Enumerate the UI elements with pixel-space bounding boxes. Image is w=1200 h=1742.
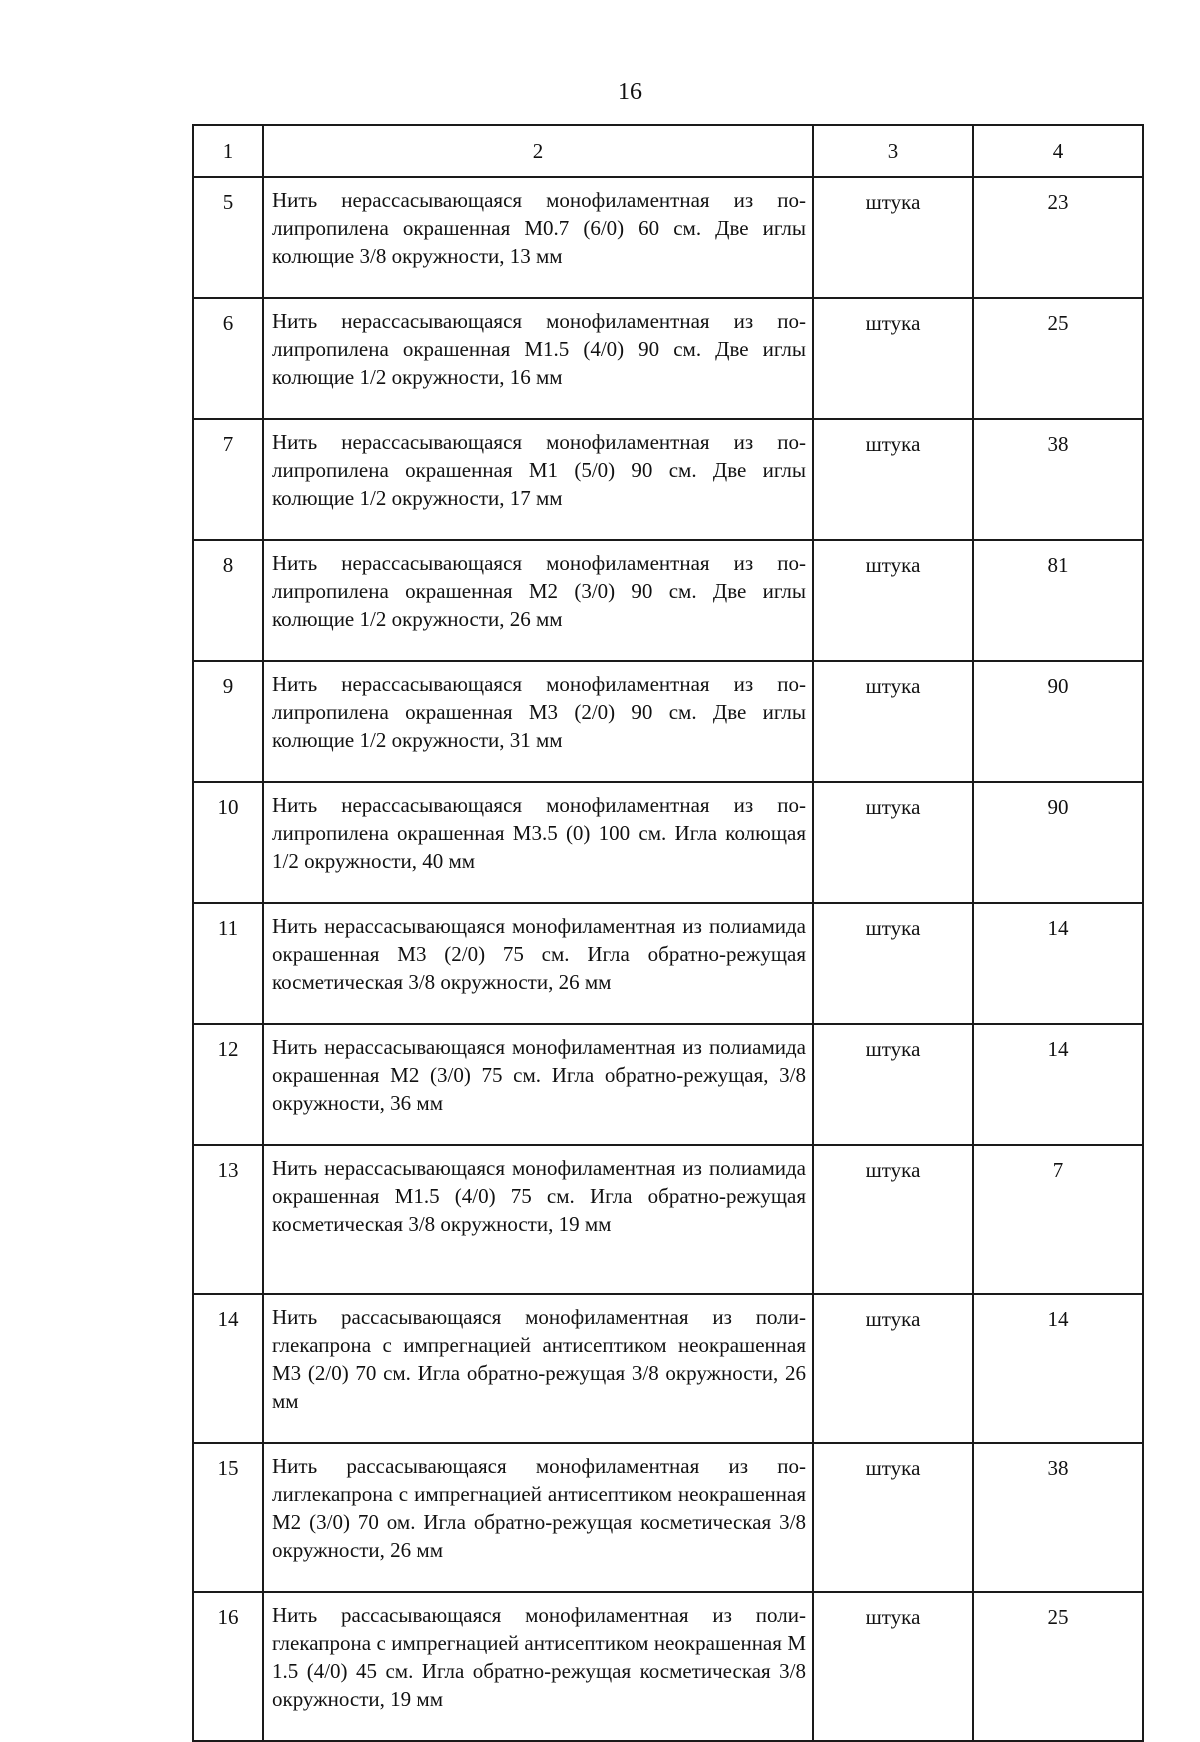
item-unit: штука [813, 419, 973, 540]
item-quantity: 25 [973, 1592, 1143, 1741]
header-cell: 2 [263, 125, 813, 177]
row-number: 7 [193, 419, 263, 540]
item-unit: штука [813, 1294, 973, 1443]
table-row [193, 298, 1143, 419]
item-quantity: 14 [973, 903, 1143, 1024]
table-row [193, 1145, 1143, 1294]
item-unit: штука [813, 903, 973, 1024]
table-row [193, 419, 1143, 540]
row-number: 13 [193, 1145, 263, 1294]
table-row [193, 903, 1143, 1024]
item-unit: штука [813, 298, 973, 419]
item-description: Нить нерассасывающаяся монофиламентная из полиамида окрашенная М2 (3/0) 75 см. Игла обратно-режущая, 3/8 окружности, 36 мм [263, 1024, 813, 1145]
specification-table [192, 124, 1144, 1742]
page-number: 16 [618, 79, 642, 105]
item-description: Нить рассасывающаяся монофиламентная из полиглекапрона с импрегнацией антисептиком неокрашенная М2 (3/0) 70 ом. Игла обратно-режущая косметическая 3/8 окружности, 26 мм [263, 1443, 813, 1592]
row-number: 9 [193, 661, 263, 782]
row-number: 15 [193, 1443, 263, 1592]
item-description: Нить нерассасывающаяся монофиламентная из полипропилена окрашенная М2 (3/0) 90 см. Две иглы колющие 1/2 окружности, 26 мм [263, 540, 813, 661]
item-quantity: 90 [973, 782, 1143, 903]
row-number: 16 [193, 1592, 263, 1741]
item-quantity: 7 [973, 1145, 1143, 1294]
table-row [193, 177, 1143, 298]
item-description: Нить нерассасывающаяся монофиламентная из полипропилена окрашенная М0.7 (6/0) 60 см. Две иглы колющие 3/8 окружности, 13 мм [263, 177, 813, 298]
item-unit: штука [813, 177, 973, 298]
table-row [193, 1443, 1143, 1592]
item-description: Нить нерассасывающаяся монофиламентная из полипропилена окрашенная М1.5 (4/0) 90 см. Две иглы колющие 1/2 окружности, 16 мм [263, 298, 813, 419]
item-description: Нить рассасывающаяся монофиламентная из полиглекапрона с импрегнацией антисептиком неокрашенная М 1.5 (4/0) 45 см. Игла обратно-режущая косметическая 3/8 окружности, 19 мм [263, 1592, 813, 1741]
table-row [193, 661, 1143, 782]
table-header-row [193, 125, 1143, 177]
header-cell: 3 [813, 125, 973, 177]
row-number: 8 [193, 540, 263, 661]
table-row [193, 1024, 1143, 1145]
item-unit: штука [813, 1592, 973, 1741]
item-quantity: 14 [973, 1024, 1143, 1145]
item-description: Нить нерассасывающаяся монофиламентная из полипропилена окрашенная М1 (5/0) 90 см. Две иглы колющие 1/2 окружности, 17 мм [263, 419, 813, 540]
item-unit: штука [813, 782, 973, 903]
item-quantity: 38 [973, 419, 1143, 540]
row-number: 12 [193, 1024, 263, 1145]
item-quantity: 38 [973, 1443, 1143, 1592]
item-unit: штука [813, 1145, 973, 1294]
row-number: 5 [193, 177, 263, 298]
item-description: Нить нерассасывающаяся монофиламентная из полипропилена окрашенная М3 (2/0) 90 см. Две иглы колющие 1/2 окружности, 31 мм [263, 661, 813, 782]
table-row [193, 782, 1143, 903]
item-description: Нить нерассасывающаяся монофиламентная из полиамида окрашенная М1.5 (4/0) 75 см. Игла обратно-режущая косметическая 3/8 окружности, 19 мм [263, 1145, 813, 1294]
item-description: Нить нерассасывающаяся монофиламентная из полипропилена окрашенная М3.5 (0) 100 см. Игла колющая 1/2 окружности, 40 мм [263, 782, 813, 903]
table-row [193, 540, 1143, 661]
item-quantity: 90 [973, 661, 1143, 782]
item-description: Нить рассасывающаяся монофиламентная из полиглекапрона с импрегнацией антисептиком неокрашенная М3 (2/0) 70 см. Игла обратно-режущая 3/8 окружности, 26 мм [263, 1294, 813, 1443]
item-unit: штука [813, 1443, 973, 1592]
header-cell: 4 [973, 125, 1143, 177]
header-cell: 1 [193, 125, 263, 177]
table-row [193, 1592, 1143, 1741]
item-quantity: 14 [973, 1294, 1143, 1443]
row-number: 6 [193, 298, 263, 419]
item-quantity: 81 [973, 540, 1143, 661]
row-number: 11 [193, 903, 263, 1024]
item-unit: штука [813, 540, 973, 661]
item-unit: штука [813, 661, 973, 782]
item-quantity: 23 [973, 177, 1143, 298]
table-row [193, 1294, 1143, 1443]
row-number: 14 [193, 1294, 263, 1443]
item-description: Нить нерассасывающаяся монофиламентная из полиамида окрашенная М3 (2/0) 75 см. Игла обратно-режущая косметическая 3/8 окружности, 26 мм [263, 903, 813, 1024]
row-number: 10 [193, 782, 263, 903]
item-unit: штука [813, 1024, 973, 1145]
item-quantity: 25 [973, 298, 1143, 419]
